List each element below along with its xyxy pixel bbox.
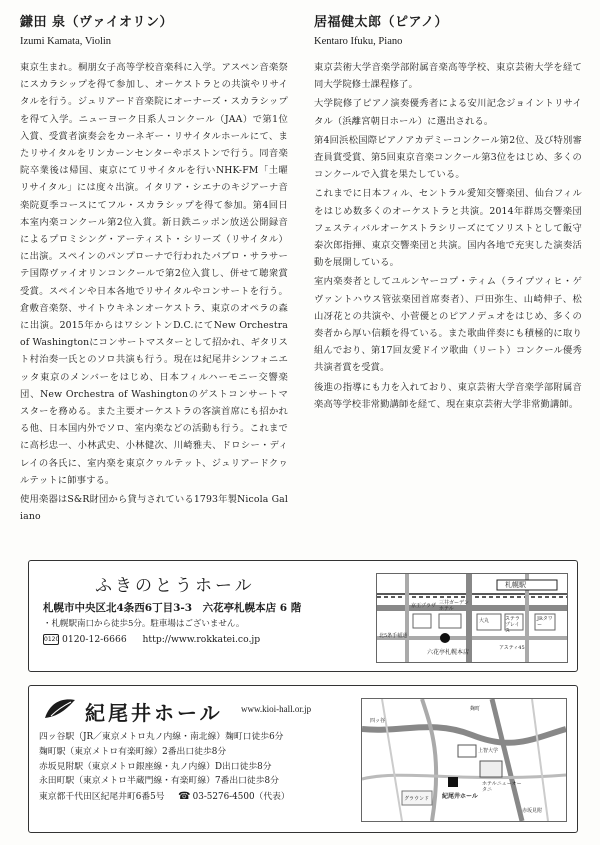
fukinoto-access: ・札幌駅南口から徒歩5分。駐車場はございません。 [43,619,245,629]
fukinoto-phone: 0120-12-6666 [62,634,127,645]
map-label: アスティ45 [499,645,525,651]
map-label: 麹町 [470,706,481,712]
bio-paragraph: 室内楽奏者としてユルンヤーコプ・ティム（ライプツィヒ・ゲヴァントハウス管弦楽団首席奏者）、戸田弥生、山崎伸子、松山冴花との共演や、小菅優とのピアノデュオをはじめ、多くの奏者から厚い信頼を得ている。また歌曲伴奏にも積極的に取り組んでおり、第17回友愛ドイツ歌曲（リート）コンクール優秀共演者賞を受賞。 [314,276,582,374]
bio-paragraph: 東京芸術大学音楽学部附属音楽高等学校、東京芸術大学を経て同大学院修士課程修了。 [314,62,582,91]
map-label: 京王プラザ [411,603,437,609]
fukinoto-map [376,573,568,663]
kioi-access-line: 赤坂見附駅（東京メトロ銀座線・丸ノ内線）D出口徒歩8分 [39,761,272,772]
kioi-hall-logo: 紀尾井ホール [85,701,223,725]
fukinoto-contact [43,632,301,647]
map-label: 北5条手稲通 [379,633,408,639]
kioi-contact [39,790,290,805]
map-label: 大丸 [479,618,490,624]
kioi-hall-info [28,685,578,833]
map-label: 紀尾井ホール [442,793,478,800]
map-label: 上智大学 [478,748,499,754]
map-label: グラウンド [404,796,430,802]
kioi-phone: 03-5276-4500（代表） [192,792,290,803]
violinist-bio [20,59,288,525]
pianist-bio [314,59,582,413]
map-label: 三井ガーデンホテル [439,600,469,612]
bio-paragraph: 東京生まれ。桐朋女子高等学校音楽科に入学。アスペン音楽祭にスカラシップを得て参加し、オーケストラとの共演やリサイタルを行う。ジュリアード音楽院にオーナーズ・スカラシップを得て入学。ニューヨーク日系人コンクール（JAA）で第1位入賞、受賞者演奏会をカーネギー・リサイタルホールにて、またリサイタルをリンカーンセンターやボストンで行う。同音楽院卒業後は帰国、東京にてリサイタルを行いNHK-FM「土曜リサイタル」には度々出演。イタリア・シエナのキジアーナ音楽院夏季コースにてフル・スカラシップを得て参加。第4回日本室内楽コンクール第2位入賞。新日鉄ニッポン放送公開録音によるプロミシング・アーティスト・シリーズ（リサイタル）に出演。スペインのパンプローナで行われたパブロ・サラサーテ国際ヴァイオリンコンクールで第2位入賞し、併せて聴衆賞受賞。スペインや日本各地でリサイタルやコンサートを行う。倉敷音楽祭、サイトウキネンオーケストラ、東京のオペラの森に出演。2015年からはワシントンD.C.にてNew Orchestra of Washingtonにコンサートマスターとして招かれ、ギタリスト村治奏一氏とのソロ共演も行う。現在は紀尾井シンフォニエッタ東京のメンバーをはじめ、日本フィルハーモニー交響楽団、New Orchestra of Washingtonのゲストコンサートマスターを務める。また主要オーケストラの客演首席にも招かれる他、日本国内外でソロ、室内楽などの活動も行う。これまでに高杉忠一、小林武史、小林健次、川崎雅夫、ドロシー・ディレイの各氏に、室内楽を東京クヮルテット、ジュリアードクヮルテットに師事する。 [20,62,288,486]
map-label: JRタワー [537,616,553,628]
fukinoto-url[interactable]: http://www.rokkatei.co.jp [142,634,261,645]
fukinoto-hall-logo: ふきのとうホール [95,576,255,596]
fukinoto-hall-info [28,560,578,672]
kioi-hall-marker-icon [448,777,458,787]
pianist-name-en: Kentaro Ifuku, Piano [314,36,403,47]
fukinoto-address-block [43,599,301,647]
kioi-access-line: 永田町駅（東京メトロ半蔵門線・有楽町線）7番出口徒歩8分 [39,776,279,787]
bio-paragraph: これまでに日本フィル、セントラル愛知交響楽団、仙台フィルをはじめ数多くのオーケストラと共演。2014年群馬交響楽団フェスティバルオーケストラシリーズにてソリストとして飯守泰次郎指揮、東京交響楽団と共演。国内各地で充実した演奏活動を展開している。 [314,188,582,269]
kioi-map-svg [362,699,566,821]
violinist-name-ja: 鎌田 泉（ヴァイオリン） [20,15,174,30]
violinist-name-en: Izumi Kamata, Violin [20,36,112,47]
kioi-map [361,698,567,822]
kioi-url[interactable]: www.kioi-hall.or.jp [241,704,312,714]
telephone-icon: ☎ [178,791,191,803]
free-dial-icon: 0120 [44,636,60,643]
bio-paragraph: 大学院修了ピアノ演奏優秀者による安川記念ジョイントリサイタル（浜離宮朝日ホール）に選出される。 [314,98,582,127]
bio-paragraph: 使用楽器はS&R財団から貸与されている1793年製Nicola Galiano [20,494,288,523]
kioi-address: 東京都千代田区紀尾井町6番5号 [39,792,165,803]
map-label: 赤坂見附 [522,808,543,814]
pianist-name-ja: 居福健太郎（ピアノ） [314,15,448,30]
kioi-access-line: 麹町駅（東京メトロ有楽町線）2番出口徒歩8分 [39,746,227,757]
map-label: 四ッ谷 [370,718,386,724]
pianist-column [314,14,582,415]
bio-paragraph: 第4回浜松国際ピアノアカデミーコンクール第2位、及び特別審査員賞受賞、第5回東京音楽コンクール第3位をはじめ、多くのコンクールで入賞を果たしている。 [314,134,582,181]
location-pin-icon [440,633,450,643]
kioi-access-block [39,730,290,805]
bio-paragraph: 後進の指導にも力を入れており、東京芸術大学音楽学部附属音楽高等学校非常勤講師を経て、現在東京芸術大学非常勤講師。 [314,381,582,410]
kioi-leaf-logo-icon [43,696,77,722]
map-station-label: 札幌駅 [505,581,526,589]
map-label: ステラプレイス [505,616,520,634]
fukinoto-address: 札幌市中央区北4条西6丁目3-3 六花亭札幌本店 6 階 [43,602,302,614]
violinist-column [20,14,288,527]
map-label: 六花亭札幌本店 [427,649,470,656]
map-label: ホテルニューオータニ [482,781,522,793]
kioi-access-line: 四ッ谷駅（JR／東京メトロ丸ノ内線・南北線）麹町口徒歩6分 [39,732,284,742]
